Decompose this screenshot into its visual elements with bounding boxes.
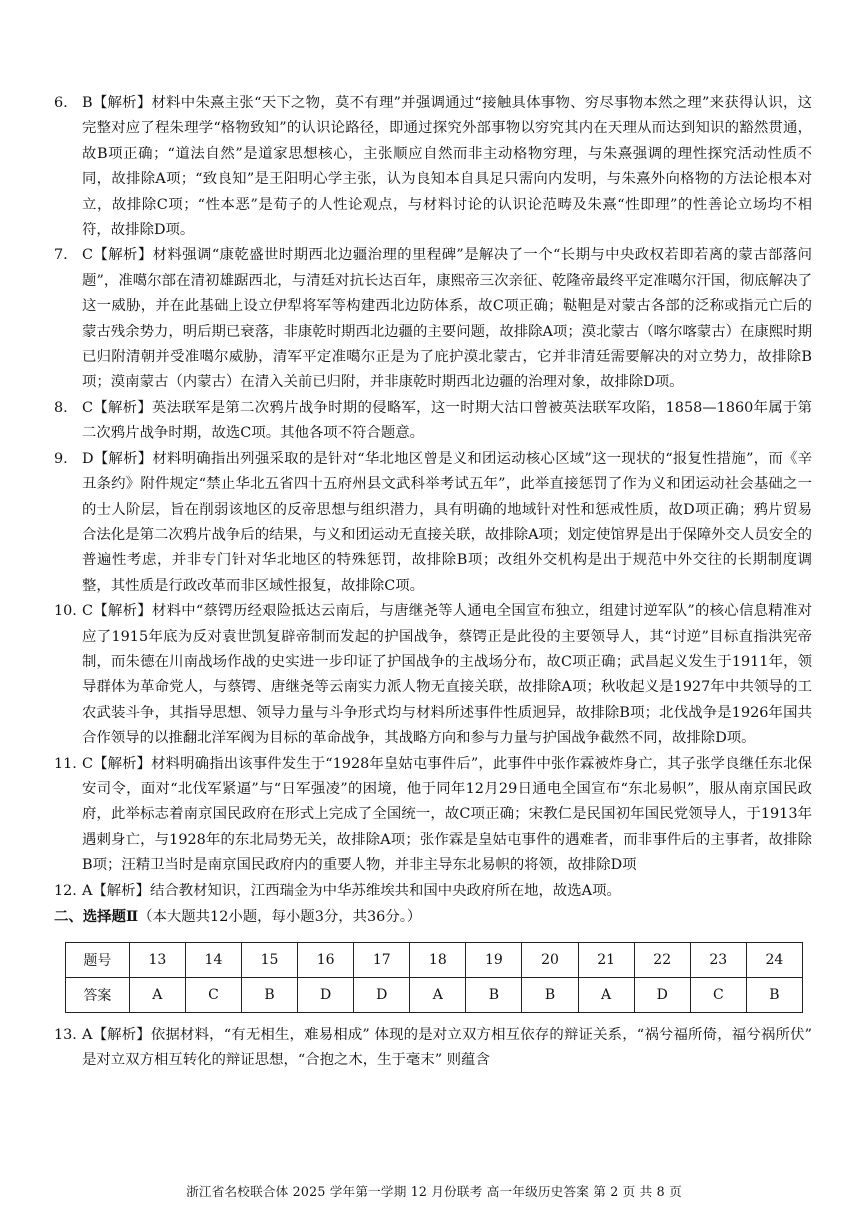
answer-cell: B (522, 978, 578, 1013)
answer-cell: D (634, 978, 690, 1013)
section-note: （本大题共12小题，每小题3分，共36分。） (138, 909, 422, 925)
item-number: 12. (54, 882, 77, 899)
item-text: C【解析】材料强调“康乾盛世时期西北边疆治理的里程碑”是解决了一个“长期与中央政权若即若离的蒙古部落问题”，准噶尔部在清初雄踞西北，与清廷对抗长达百年，康熙帝三次亲征、乾隆帝最终平定准噶尔汗国，彻底解决了这一威胁，并在此基础上设立伊犁将军等构建西北边防体系，故C项正确；鞑靼是对蒙古各部的泛称或指元亡后的蒙古残余势力，明后期已衰落，非康乾时期西北边疆的主要问题，故排除A项；漠北蒙古（喀尔喀蒙古）在康熙时期已归附清朝并受准噶尔威胁，清军平定准噶尔正是为了庇护漠北蒙古，它并非清廷需要解决的对立势力，故排除B项；漠南蒙古（内蒙古）在清入关前已归附，并非康乾时期西北边疆的治理对象，故排除D项。 (82, 247, 812, 391)
item-text: D【解析】材料明确指出列强采取的是针对“华北地区曾是义和团运动核心区域”这一现状的“报复性措施”，而《辛丑条约》附件规定“禁止华北五省四十五府州县文武科举考试五年”，此举直接惩罚了作为义和团运动社会基础之一的士人阶层，旨在削弱该地区的反帝思想与组织潜力，具有明确的地域针对性和惩戒性质，故D项正确；鸦片贸易合法化是第二次鸦片战争后的结果，与义和团运动无直接关联，故排除A项；划定使馆界是出于保障外交人员安全的普遍性考虑，并非专门针对华北地区的特殊惩罚，故排除B项；改组外交机构是出于规范中外交往的长期制度调整，其性质是行政改革而非区域性报复，故排除C项。 (82, 450, 812, 594)
item-number: 7. (54, 247, 68, 264)
item-number: 11. (54, 755, 77, 772)
explanation-item-6 (54, 91, 812, 243)
answer-cell: C (690, 978, 746, 1013)
question-number: 15 (242, 943, 298, 978)
answer-cell: A (410, 978, 466, 1013)
explanation-item-8 (54, 396, 812, 447)
item-text: A【解析】依据材料，“有无相生，难易相成” 体现的是对立双方相互依存的辩证关系，“祸兮福所倚，福兮祸所伏” 是对立双方相互转化的辩证思想，“合抱之木，生于毫末” 则蕴含 (82, 1027, 812, 1069)
page-footer: 浙江省名校联合体 2025 学年第一学期 12 月份联考 高一年级历史答案 第 2 页 共 8 页 (186, 1184, 682, 1199)
explanation-item-9 (54, 447, 812, 599)
question-number: 24 (746, 943, 802, 978)
answer-explanations (54, 91, 812, 1074)
explanation-item-13 (54, 1023, 812, 1074)
item-number: 8. (54, 399, 68, 416)
item-text: C【解析】材料明确指出该事件发生于“1928年皇姑屯事件后”，此事件中张作霖被炸身亡，其子张学良继任东北保安司令，面对“北伐军紧逼”与“日军强凌”的困境，他于同年12月29日通电全国宣布“东北易帜”，服从南京国民政府，此举标志着南京国民政府在形式上完成了全国统一，故C项正确；宋教仁是民国初年国民党领导人，于1913年遇刺身亡，与1928年的东北局势无关，故排除A项；张作霖是皇姑屯事件的遇难者，而非事件后的主事者，故排除B项；汪精卫当时是南京国民政府内的重要人物，并非主导东北易帜的将领，故排除D项 (82, 755, 812, 874)
question-number: 19 (466, 943, 522, 978)
question-number: 13 (129, 943, 185, 978)
question-number: 21 (578, 943, 634, 978)
question-number: 20 (522, 943, 578, 978)
answer-cell: D (298, 978, 354, 1013)
question-number: 14 (185, 943, 241, 978)
section-title: 二、选择题Ⅱ (54, 908, 139, 925)
number-row-label: 题号 (66, 943, 130, 978)
answer-table-answer-row (66, 978, 803, 1013)
question-number: 16 (298, 943, 354, 978)
answer-table-number-row (66, 943, 803, 978)
item-text: A【解析】结合教材知识，江西瑞金为中华苏维埃共和国中央政府所在地，故选A项。 (82, 882, 621, 899)
question-number: 18 (410, 943, 466, 978)
explanation-item-12 (54, 879, 812, 904)
answer-cell: D (354, 978, 410, 1013)
item-number: 6. (54, 95, 68, 111)
item-text: C【解析】英法联军是第二次鸦片战争时期的侵略军，这一时期大沽口曾被英法联军攻陷，1858—1860年属于第二次鸦片战争时期，故选C项。其他各项不符合题意。 (82, 399, 812, 442)
item-number: 10. (54, 603, 77, 620)
item-number: 9. (54, 450, 68, 467)
question-number: 22 (634, 943, 690, 978)
answer-table (65, 942, 803, 1013)
item-text: B【解析】材料中朱熹主张“天下之物，莫不有理”并强调通过“接触具体事物、穷尽事物本然之理”来获得认识，这完整对应了程朱理学“格物致知”的认识论路径，即通过探究外部事物以穷究其内在天理从而达到知识的豁然贯通，故B项正确；“道法自然”是道家思想核心，主张顺应自然而非主动格物穷理，与朱熹强调的理性探究活动性质不同，故排除A项；“致良知”是王阳明心学主张，认为良知本自具足只需向内发明，与朱熹外向格物的方法论根本对立，故排除C项；“性本恶”是荀子的人性论观点，与材料讨论的认识论范畴及朱熹“性即理”的性善论立场均不相符，故排除D项。 (82, 95, 812, 239)
answer-cell: A (578, 978, 634, 1013)
explanation-item-7 (54, 243, 812, 395)
answer-cell: B (466, 978, 522, 1013)
answer-cell: C (185, 978, 241, 1013)
explanation-item-10 (54, 599, 812, 751)
answer-row-label: 答案 (66, 978, 130, 1013)
question-number: 17 (354, 943, 410, 978)
item-number: 13. (54, 1027, 77, 1043)
answer-cell: B (746, 978, 802, 1013)
answer-cell: A (129, 978, 185, 1013)
item-text: C【解析】材料中“蔡锷历经艰险抵达云南后，与唐继尧等人通电全国宣布独立，组建讨逆军队”的核心信息精准对应了1915年底为反对袁世凯复辟帝制而发起的护国战争，蔡锷正是此役的主要领导人，其“讨逆”目标直指洪宪帝制，而朱德在川南战场作战的史实进一步印证了护国战争的主战场分布，故C项正确；武昌起义发生于1911年，领导群体为革命党人，与蔡锷、唐继尧等云南实力派人物无直接关联，故排除A项；秋收起义是1927年中共领导的工农武装斗争，其指导思想、领导力量与斗争形式均与材料所述事件性质迥异，故排除B项；北伐战争是1926年国共合作领导的以推翻北洋军阀为目标的革命战争，其战略方向和参与力量与护国战争截然不同，故排除D项。 (82, 603, 812, 747)
section-heading (54, 904, 812, 930)
explanation-item-11 (54, 752, 812, 879)
question-number: 23 (690, 943, 746, 978)
answer-cell: B (242, 978, 298, 1013)
